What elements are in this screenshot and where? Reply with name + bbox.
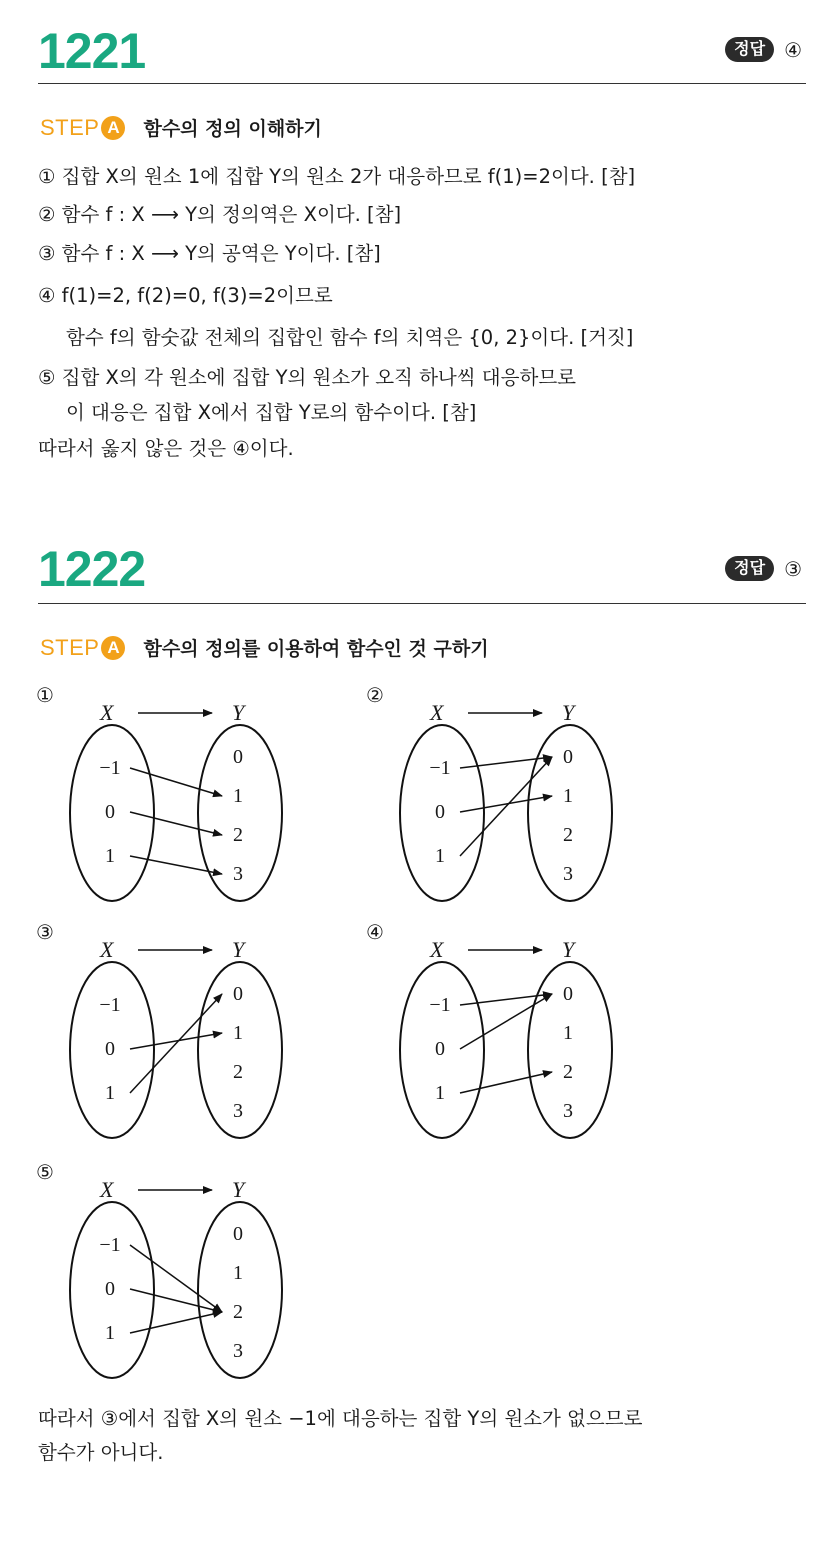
set-x-label: X <box>100 937 114 962</box>
y-element: 0 <box>233 983 243 1005</box>
choice-mark: ③ <box>36 920 54 944</box>
solution-line: ② 함수 f : X ⟶ Y의 정의역은 X이다. [참] <box>38 203 402 226</box>
step-title: 함수의 정의를 이용하여 함수인 것 구하기 <box>143 638 489 660</box>
problem-number-1222: 1222 <box>38 541 146 597</box>
mapping-diagram-4 <box>366 920 646 1140</box>
set-y-label: Y <box>232 1177 245 1202</box>
x-element: 1 <box>105 845 115 867</box>
solution-line: 이 대응은 집합 X에서 집합 Y로의 함수이다. [참] <box>66 401 477 424</box>
y-element: 1 <box>563 785 573 807</box>
choice-mark: ① <box>36 683 54 707</box>
solution-conclusion: 함수가 아니다. <box>38 1441 164 1464</box>
y-element: 0 <box>563 746 573 768</box>
set-x-label: X <box>430 700 444 725</box>
x-element: 0 <box>105 801 115 823</box>
solution-line: ① 집합 X의 원소 1에 집합 Y의 원소 2가 대응하므로 f(1)=2이다. [참] <box>38 165 636 188</box>
x-element: 1 <box>435 845 445 867</box>
y-element: 2 <box>233 1301 243 1323</box>
mapping-diagram-3 <box>36 920 316 1140</box>
y-element: 3 <box>233 863 243 885</box>
step-label: STEP <box>40 114 100 140</box>
y-element: 2 <box>233 1061 243 1083</box>
step-letter-icon: A <box>101 116 125 140</box>
step-header-1221 <box>40 114 322 141</box>
set-y-label: Y <box>562 700 575 725</box>
y-element: 1 <box>233 785 243 807</box>
choice-mark: ④ <box>366 920 384 944</box>
answer-badge: 정답 <box>725 556 774 581</box>
step-title: 함수의 정의 이해하기 <box>143 118 322 140</box>
answer-1222 <box>725 556 802 581</box>
answer-1221 <box>725 37 802 62</box>
y-element: 2 <box>563 1061 573 1083</box>
x-element: −1 <box>99 1234 121 1256</box>
x-element: 0 <box>435 801 445 823</box>
y-element: 0 <box>563 983 573 1005</box>
y-element: 0 <box>233 746 243 768</box>
x-element: 0 <box>105 1278 115 1300</box>
mapping-svg <box>366 920 646 1140</box>
y-element: 3 <box>563 863 573 885</box>
y-element: 1 <box>563 1022 573 1044</box>
x-element: −1 <box>99 994 121 1016</box>
x-element: 0 <box>105 1038 115 1060</box>
set-y-label: Y <box>232 700 245 725</box>
y-element: 1 <box>233 1022 243 1044</box>
mapping-diagram-5 <box>36 1160 316 1380</box>
solution-conclusion: 따라서 ③에서 집합 X의 원소 −1에 대응하는 집합 Y의 원소가 없으므로 <box>38 1407 643 1430</box>
mapping-diagram-2 <box>366 683 646 903</box>
step-letter-icon: A <box>101 636 125 660</box>
set-y-label: Y <box>562 937 575 962</box>
x-element: −1 <box>99 757 121 779</box>
y-element: 3 <box>563 1100 573 1122</box>
step-label: STEP <box>40 634 100 660</box>
y-element: 0 <box>233 1223 243 1245</box>
set-x-label: X <box>100 1177 114 1202</box>
set-x-label: X <box>100 700 114 725</box>
solution-conclusion: 따라서 옳지 않은 것은 ④이다. <box>38 437 294 460</box>
set-y-label: Y <box>232 937 245 962</box>
y-element: 3 <box>233 1340 243 1362</box>
y-element: 2 <box>563 824 573 846</box>
x-element: 1 <box>435 1082 445 1104</box>
choice-mark: ② <box>366 683 384 707</box>
solution-line: 함수 f의 함숫값 전체의 집합인 함수 f의 치역은 {0, 2}이다. [거짓] <box>66 326 634 349</box>
y-element: 1 <box>233 1262 243 1284</box>
solution-line: ④ f(1)=2, f(2)=0, f(3)=2이므로 <box>38 284 333 307</box>
mapping-svg <box>366 683 646 903</box>
answer-badge: 정답 <box>725 37 774 62</box>
mapping-svg <box>36 1160 316 1380</box>
answer-value: ④ <box>784 37 802 62</box>
set-x-label: X <box>430 937 444 962</box>
y-element: 3 <box>233 1100 243 1122</box>
x-element: −1 <box>429 994 451 1016</box>
choice-mark: ⑤ <box>36 1160 54 1184</box>
x-element: 0 <box>435 1038 445 1060</box>
divider-1222 <box>38 603 806 604</box>
x-element: 1 <box>105 1082 115 1104</box>
divider-1221 <box>38 83 806 84</box>
solution-line: ⑤ 집합 X의 각 원소에 집합 Y의 원소가 오직 하나씩 대응하므로 <box>38 366 576 389</box>
mapping-svg <box>36 920 316 1140</box>
problem-number-1221: 1221 <box>38 23 146 79</box>
y-element: 2 <box>233 824 243 846</box>
x-element: 1 <box>105 1322 115 1344</box>
mapping-diagram-1 <box>36 683 316 903</box>
mapping-svg <box>36 683 316 903</box>
solution-line: ③ 함수 f : X ⟶ Y의 공역은 Y이다. [참] <box>38 242 381 265</box>
x-element: −1 <box>429 757 451 779</box>
step-header-1222 <box>40 634 489 661</box>
answer-value: ③ <box>784 556 802 581</box>
